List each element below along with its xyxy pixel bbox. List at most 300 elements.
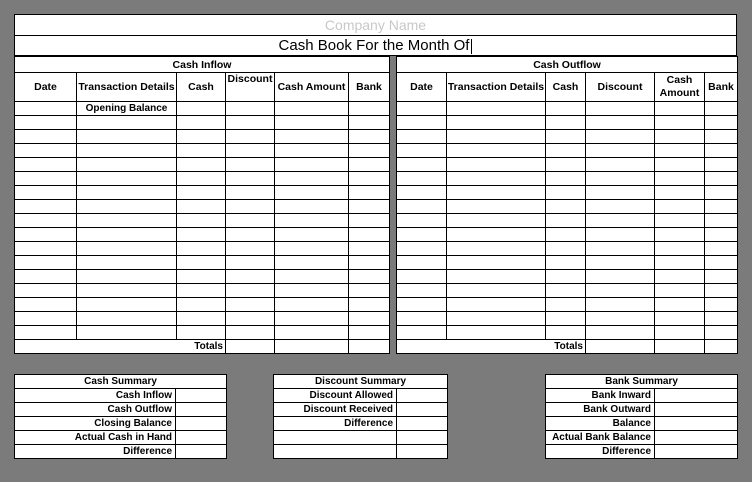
inflow-cell[interactable]	[275, 200, 349, 214]
bank-summary-title: Bank Summary	[546, 375, 738, 389]
inflow-cell[interactable]	[275, 172, 349, 186]
inflow-cell[interactable]	[226, 102, 275, 116]
outflow-cell[interactable]	[546, 214, 586, 228]
outflow-cell[interactable]	[447, 172, 546, 186]
outflow-total-value[interactable]	[705, 340, 738, 354]
inflow-cell[interactable]	[275, 116, 349, 130]
cash-summary-label: Difference	[15, 445, 176, 459]
outflow-cell[interactable]	[705, 144, 738, 158]
inflow-cell[interactable]	[77, 200, 177, 214]
discount-summary-empty[interactable]	[274, 431, 397, 445]
outflow-total-value[interactable]	[586, 340, 655, 354]
discount-summary-table	[273, 374, 448, 459]
inflow-cell[interactable]	[349, 102, 390, 116]
inflow-cell[interactable]	[226, 242, 275, 256]
inflow-cell[interactable]	[77, 326, 177, 340]
outflow-cell[interactable]	[397, 312, 447, 326]
cash-inflow-table	[14, 56, 390, 354]
inflow-cell[interactable]	[177, 228, 226, 242]
bank-summary-value[interactable]	[655, 445, 738, 459]
table-row	[15, 298, 390, 312]
outflow-cell[interactable]	[546, 284, 586, 298]
inflow-cell[interactable]	[275, 256, 349, 270]
inflow-cell[interactable]	[349, 186, 390, 200]
opening-balance-label: Opening Balance	[77, 102, 177, 116]
inflow-cell[interactable]	[77, 242, 177, 256]
inflow-cell[interactable]	[349, 284, 390, 298]
inflow-cell[interactable]	[77, 284, 177, 298]
inflow-cell[interactable]	[349, 242, 390, 256]
discount-summary-value[interactable]	[397, 403, 448, 417]
outflow-cell[interactable]	[705, 130, 738, 144]
inflow-cell[interactable]	[15, 186, 77, 200]
outflow-cell[interactable]	[705, 284, 738, 298]
inflow-cell[interactable]	[15, 214, 77, 228]
outflow-totals-label: Totals	[397, 340, 586, 354]
inflow-cell[interactable]	[177, 144, 226, 158]
inflow-cell[interactable]	[15, 158, 77, 172]
outflow-cell[interactable]	[705, 158, 738, 172]
cash-summary-value[interactable]	[176, 417, 227, 431]
cash-summary-value[interactable]	[176, 431, 227, 445]
outflow-cell[interactable]	[586, 228, 655, 242]
table-row	[397, 130, 738, 144]
outflow-cell[interactable]	[586, 200, 655, 214]
inflow-cell[interactable]	[77, 116, 177, 130]
inflow-cell[interactable]	[15, 130, 77, 144]
inflow-cell[interactable]	[177, 312, 226, 326]
outflow-cell[interactable]	[655, 284, 705, 298]
table-row	[15, 270, 390, 284]
outflow-cell[interactable]	[447, 144, 546, 158]
outflow-cell[interactable]	[447, 130, 546, 144]
inflow-cell[interactable]	[177, 186, 226, 200]
outflow-cell[interactable]	[397, 158, 447, 172]
outflow-cell[interactable]	[586, 214, 655, 228]
inflow-cell[interactable]	[77, 256, 177, 270]
table-row	[15, 214, 390, 228]
outflow-cell[interactable]	[546, 186, 586, 200]
bank-summary-label: Balance	[546, 417, 655, 431]
discount-summary-value[interactable]	[397, 389, 448, 403]
inflow-cell[interactable]	[275, 228, 349, 242]
bank-summary-label: Actual Bank Balance	[546, 431, 655, 445]
table-row	[397, 242, 738, 256]
outflow-cell[interactable]	[586, 242, 655, 256]
discount-summary-label: Difference	[274, 417, 397, 431]
inflow-column-header: Cash	[177, 73, 226, 102]
outflow-cell[interactable]	[546, 102, 586, 116]
bank-summary-value[interactable]	[655, 403, 738, 417]
outflow-column-header: Bank	[705, 73, 738, 102]
outflow-cell[interactable]	[655, 228, 705, 242]
inflow-cell[interactable]	[77, 186, 177, 200]
outflow-cell[interactable]	[655, 242, 705, 256]
outflow-cell[interactable]	[655, 200, 705, 214]
outflow-section-title: Cash Outflow	[397, 57, 738, 73]
inflow-cell[interactable]	[349, 270, 390, 284]
outflow-cell[interactable]	[705, 172, 738, 186]
table-row	[397, 228, 738, 242]
outflow-cell[interactable]	[397, 172, 447, 186]
outflow-cell[interactable]	[397, 242, 447, 256]
discount-summary-title: Discount Summary	[274, 375, 448, 389]
inflow-cell[interactable]	[15, 116, 77, 130]
outflow-cell[interactable]	[655, 116, 705, 130]
outflow-cell[interactable]	[655, 214, 705, 228]
outflow-cell[interactable]	[705, 102, 738, 116]
inflow-cell[interactable]	[349, 298, 390, 312]
inflow-cell[interactable]	[15, 242, 77, 256]
outflow-cell[interactable]	[546, 242, 586, 256]
inflow-cell[interactable]	[275, 130, 349, 144]
outflow-cell[interactable]	[655, 298, 705, 312]
inflow-cell[interactable]	[349, 200, 390, 214]
outflow-cell[interactable]	[546, 130, 586, 144]
table-row	[397, 116, 738, 130]
outflow-cell[interactable]	[447, 228, 546, 242]
outflow-cell[interactable]	[655, 144, 705, 158]
outflow-cell[interactable]	[397, 214, 447, 228]
inflow-cell[interactable]	[15, 144, 77, 158]
inflow-cell[interactable]	[349, 228, 390, 242]
cash-summary-label: Actual Cash in Hand	[15, 431, 176, 445]
inflow-column-header: Discount	[226, 73, 275, 102]
outflow-column-header: Cash Amount	[655, 73, 705, 102]
inflow-cell[interactable]	[226, 144, 275, 158]
company-name[interactable]: Company Name	[15, 15, 736, 36]
cash-summary-value[interactable]	[176, 445, 227, 459]
outflow-cell[interactable]	[586, 312, 655, 326]
inflow-total-value[interactable]	[349, 340, 390, 354]
outflow-cell[interactable]	[397, 326, 447, 340]
inflow-column-header: Cash Amount	[275, 73, 349, 102]
inflow-cell[interactable]	[226, 200, 275, 214]
outflow-cell[interactable]	[655, 270, 705, 284]
outflow-cell[interactable]	[447, 284, 546, 298]
outflow-cell[interactable]	[397, 130, 447, 144]
discount-summary-value[interactable]	[397, 445, 448, 459]
inflow-cell[interactable]	[177, 270, 226, 284]
table-row	[397, 158, 738, 172]
inflow-cell[interactable]	[226, 270, 275, 284]
bank-summary-value[interactable]	[655, 431, 738, 445]
outflow-cell[interactable]	[586, 270, 655, 284]
bank-summary-label: Difference	[546, 445, 655, 459]
table-row	[397, 256, 738, 270]
inflow-cell[interactable]	[349, 158, 390, 172]
outflow-cell[interactable]	[705, 256, 738, 270]
inflow-cell[interactable]	[349, 116, 390, 130]
inflow-cell[interactable]	[15, 200, 77, 214]
inflow-cell[interactable]	[177, 116, 226, 130]
inflow-totals-label: Totals	[15, 340, 226, 354]
inflow-column-header: Date	[15, 73, 77, 102]
table-row	[397, 298, 738, 312]
outflow-cell[interactable]	[546, 172, 586, 186]
inflow-cell[interactable]	[15, 284, 77, 298]
outflow-cell[interactable]	[705, 270, 738, 284]
table-row	[15, 312, 390, 326]
outflow-cell[interactable]	[705, 228, 738, 242]
inflow-cell[interactable]	[226, 116, 275, 130]
inflow-cell[interactable]	[177, 298, 226, 312]
inflow-total-value[interactable]	[226, 340, 275, 354]
outflow-cell[interactable]	[586, 284, 655, 298]
outflow-total-value[interactable]	[655, 340, 705, 354]
inflow-cell[interactable]	[77, 214, 177, 228]
inflow-column-header: Transaction Details	[77, 73, 177, 102]
cash-summary-label: Cash Outflow	[15, 403, 176, 417]
inflow-cell[interactable]	[226, 256, 275, 270]
outflow-cell[interactable]	[397, 144, 447, 158]
inflow-cell[interactable]	[349, 130, 390, 144]
inflow-cell[interactable]	[275, 144, 349, 158]
table-row	[397, 144, 738, 158]
outflow-cell[interactable]	[705, 186, 738, 200]
outflow-cell[interactable]	[546, 312, 586, 326]
table-row	[15, 116, 390, 130]
inflow-cell[interactable]	[77, 158, 177, 172]
outflow-cell[interactable]	[586, 158, 655, 172]
inflow-cell[interactable]	[77, 298, 177, 312]
table-row	[397, 312, 738, 326]
outflow-cell[interactable]	[546, 200, 586, 214]
outflow-cell[interactable]	[546, 270, 586, 284]
outflow-cell[interactable]	[586, 172, 655, 186]
inflow-cell[interactable]	[77, 270, 177, 284]
outflow-cell[interactable]	[546, 256, 586, 270]
discount-summary-value[interactable]	[397, 417, 448, 431]
outflow-cell[interactable]	[546, 144, 586, 158]
outflow-cell[interactable]	[586, 144, 655, 158]
table-row	[15, 256, 390, 270]
inflow-cell[interactable]	[275, 102, 349, 116]
inflow-cell[interactable]	[77, 312, 177, 326]
inflow-cell[interactable]	[275, 312, 349, 326]
outflow-column-header: Transaction Details	[447, 73, 546, 102]
inflow-cell[interactable]	[226, 214, 275, 228]
inflow-cell[interactable]	[177, 200, 226, 214]
outflow-cell[interactable]	[586, 130, 655, 144]
outflow-cell[interactable]	[397, 102, 447, 116]
outflow-cell[interactable]	[546, 298, 586, 312]
cash-summary-table	[14, 374, 227, 459]
outflow-cell[interactable]	[447, 256, 546, 270]
inflow-cell[interactable]	[15, 172, 77, 186]
table-row	[15, 242, 390, 256]
table-row	[397, 326, 738, 340]
inflow-column-header: Bank	[349, 73, 390, 102]
table-row	[15, 144, 390, 158]
outflow-cell[interactable]	[447, 214, 546, 228]
discount-summary-empty[interactable]	[274, 445, 397, 459]
inflow-cell[interactable]	[226, 186, 275, 200]
table-row	[15, 102, 390, 116]
outflow-cell[interactable]	[655, 102, 705, 116]
inflow-cell[interactable]	[226, 312, 275, 326]
inflow-cell[interactable]	[226, 284, 275, 298]
table-row	[15, 326, 390, 340]
outflow-cell[interactable]	[586, 298, 655, 312]
table-row	[15, 186, 390, 200]
outflow-cell[interactable]	[397, 256, 447, 270]
table-row	[397, 200, 738, 214]
inflow-cell[interactable]	[77, 228, 177, 242]
book-title-text: Cash Book For the Month Of	[278, 37, 470, 54]
inflow-cell[interactable]	[177, 214, 226, 228]
outflow-cell[interactable]	[655, 172, 705, 186]
outflow-cell[interactable]	[546, 326, 586, 340]
inflow-cell[interactable]	[275, 326, 349, 340]
inflow-cell[interactable]	[226, 298, 275, 312]
outflow-cell[interactable]	[655, 158, 705, 172]
outflow-cell[interactable]	[447, 116, 546, 130]
outflow-cell[interactable]	[586, 256, 655, 270]
inflow-cell[interactable]	[349, 312, 390, 326]
inflow-cell[interactable]	[349, 214, 390, 228]
outflow-cell[interactable]	[447, 298, 546, 312]
inflow-cell[interactable]	[349, 172, 390, 186]
outflow-cell[interactable]	[655, 326, 705, 340]
cash-summary-value[interactable]	[176, 389, 227, 403]
bank-summary-value[interactable]	[655, 417, 738, 431]
text-cursor	[471, 39, 472, 54]
inflow-cell[interactable]	[226, 158, 275, 172]
inflow-cell[interactable]	[275, 298, 349, 312]
inflow-cell[interactable]	[275, 284, 349, 298]
outflow-cell[interactable]	[397, 186, 447, 200]
outflow-cell[interactable]	[705, 298, 738, 312]
outflow-cell[interactable]	[586, 326, 655, 340]
outflow-cell[interactable]	[397, 270, 447, 284]
outflow-cell[interactable]	[705, 200, 738, 214]
inflow-cell[interactable]	[77, 172, 177, 186]
cash-summary-value[interactable]	[176, 403, 227, 417]
table-row	[397, 270, 738, 284]
inflow-cell[interactable]	[15, 326, 77, 340]
outflow-cell[interactable]	[586, 116, 655, 130]
outflow-cell[interactable]	[655, 186, 705, 200]
inflow-cell[interactable]	[177, 256, 226, 270]
inflow-cell[interactable]	[77, 144, 177, 158]
outflow-cell[interactable]	[705, 326, 738, 340]
outflow-cell[interactable]	[705, 214, 738, 228]
inflow-cell[interactable]	[349, 144, 390, 158]
outflow-cell[interactable]	[397, 116, 447, 130]
inflow-total-value[interactable]	[275, 340, 349, 354]
outflow-column-header: Discount	[586, 73, 655, 102]
inflow-cell[interactable]	[275, 186, 349, 200]
discount-summary-value[interactable]	[397, 431, 448, 445]
inflow-cell[interactable]	[15, 256, 77, 270]
inflow-cell[interactable]	[15, 298, 77, 312]
outflow-cell[interactable]	[397, 284, 447, 298]
inflow-cell[interactable]	[275, 214, 349, 228]
inflow-cell[interactable]	[177, 242, 226, 256]
table-row	[397, 214, 738, 228]
table-row	[15, 172, 390, 186]
bank-summary-label: Bank Outward	[546, 403, 655, 417]
outflow-cell[interactable]	[447, 242, 546, 256]
outflow-cell[interactable]	[447, 200, 546, 214]
inflow-cell[interactable]	[226, 228, 275, 242]
inflow-cell[interactable]	[177, 326, 226, 340]
outflow-cell[interactable]	[655, 312, 705, 326]
table-row	[15, 228, 390, 242]
outflow-cell[interactable]	[655, 256, 705, 270]
bank-summary-label: Bank Inward	[546, 389, 655, 403]
outflow-cell[interactable]	[546, 228, 586, 242]
book-title[interactable]	[15, 36, 736, 56]
inflow-cell[interactable]	[349, 326, 390, 340]
table-row	[397, 284, 738, 298]
bank-summary-table	[545, 374, 738, 459]
table-row	[15, 130, 390, 144]
inflow-cell[interactable]	[15, 270, 77, 284]
cash-outflow-table	[396, 56, 738, 354]
outflow-cell[interactable]	[447, 270, 546, 284]
outflow-cell[interactable]	[447, 158, 546, 172]
inflow-cell[interactable]	[177, 130, 226, 144]
inflow-cell[interactable]	[177, 284, 226, 298]
outflow-cell[interactable]	[705, 116, 738, 130]
outflow-cell[interactable]	[705, 312, 738, 326]
title-block	[14, 14, 737, 56]
cash-summary-label: Closing Balance	[15, 417, 176, 431]
inflow-cell[interactable]	[275, 270, 349, 284]
table-row	[397, 172, 738, 186]
inflow-section-title: Cash Inflow	[15, 57, 390, 73]
table-row	[397, 186, 738, 200]
outflow-cell[interactable]	[397, 200, 447, 214]
inflow-cell[interactable]	[177, 158, 226, 172]
outflow-cell[interactable]	[447, 326, 546, 340]
outflow-cell[interactable]	[397, 298, 447, 312]
inflow-cell[interactable]	[177, 102, 226, 116]
outflow-cell[interactable]	[586, 186, 655, 200]
outflow-cell[interactable]	[447, 186, 546, 200]
discount-summary-label: Discount Received	[274, 403, 397, 417]
inflow-cell[interactable]	[275, 242, 349, 256]
outflow-cell[interactable]	[447, 102, 546, 116]
inflow-cell[interactable]	[226, 172, 275, 186]
outflow-cell[interactable]	[397, 228, 447, 242]
table-row	[15, 284, 390, 298]
outflow-column-header: Date	[397, 73, 447, 102]
inflow-cell[interactable]	[77, 130, 177, 144]
outflow-cell[interactable]	[705, 242, 738, 256]
outflow-cell[interactable]	[586, 102, 655, 116]
inflow-cell[interactable]	[177, 172, 226, 186]
discount-summary-label: Discount Allowed	[274, 389, 397, 403]
table-row	[15, 200, 390, 214]
bank-summary-value[interactable]	[655, 389, 738, 403]
cash-summary-title: Cash Summary	[15, 375, 227, 389]
inflow-cell[interactable]	[226, 130, 275, 144]
inflow-cell[interactable]	[15, 102, 77, 116]
inflow-cell[interactable]	[15, 228, 77, 242]
outflow-cell[interactable]	[447, 312, 546, 326]
inflow-cell[interactable]	[226, 326, 275, 340]
inflow-cell[interactable]	[15, 312, 77, 326]
outflow-cell[interactable]	[546, 116, 586, 130]
inflow-cell[interactable]	[275, 158, 349, 172]
outflow-cell[interactable]	[655, 130, 705, 144]
inflow-cell[interactable]	[349, 256, 390, 270]
outflow-cell[interactable]	[546, 158, 586, 172]
table-row	[397, 102, 738, 116]
